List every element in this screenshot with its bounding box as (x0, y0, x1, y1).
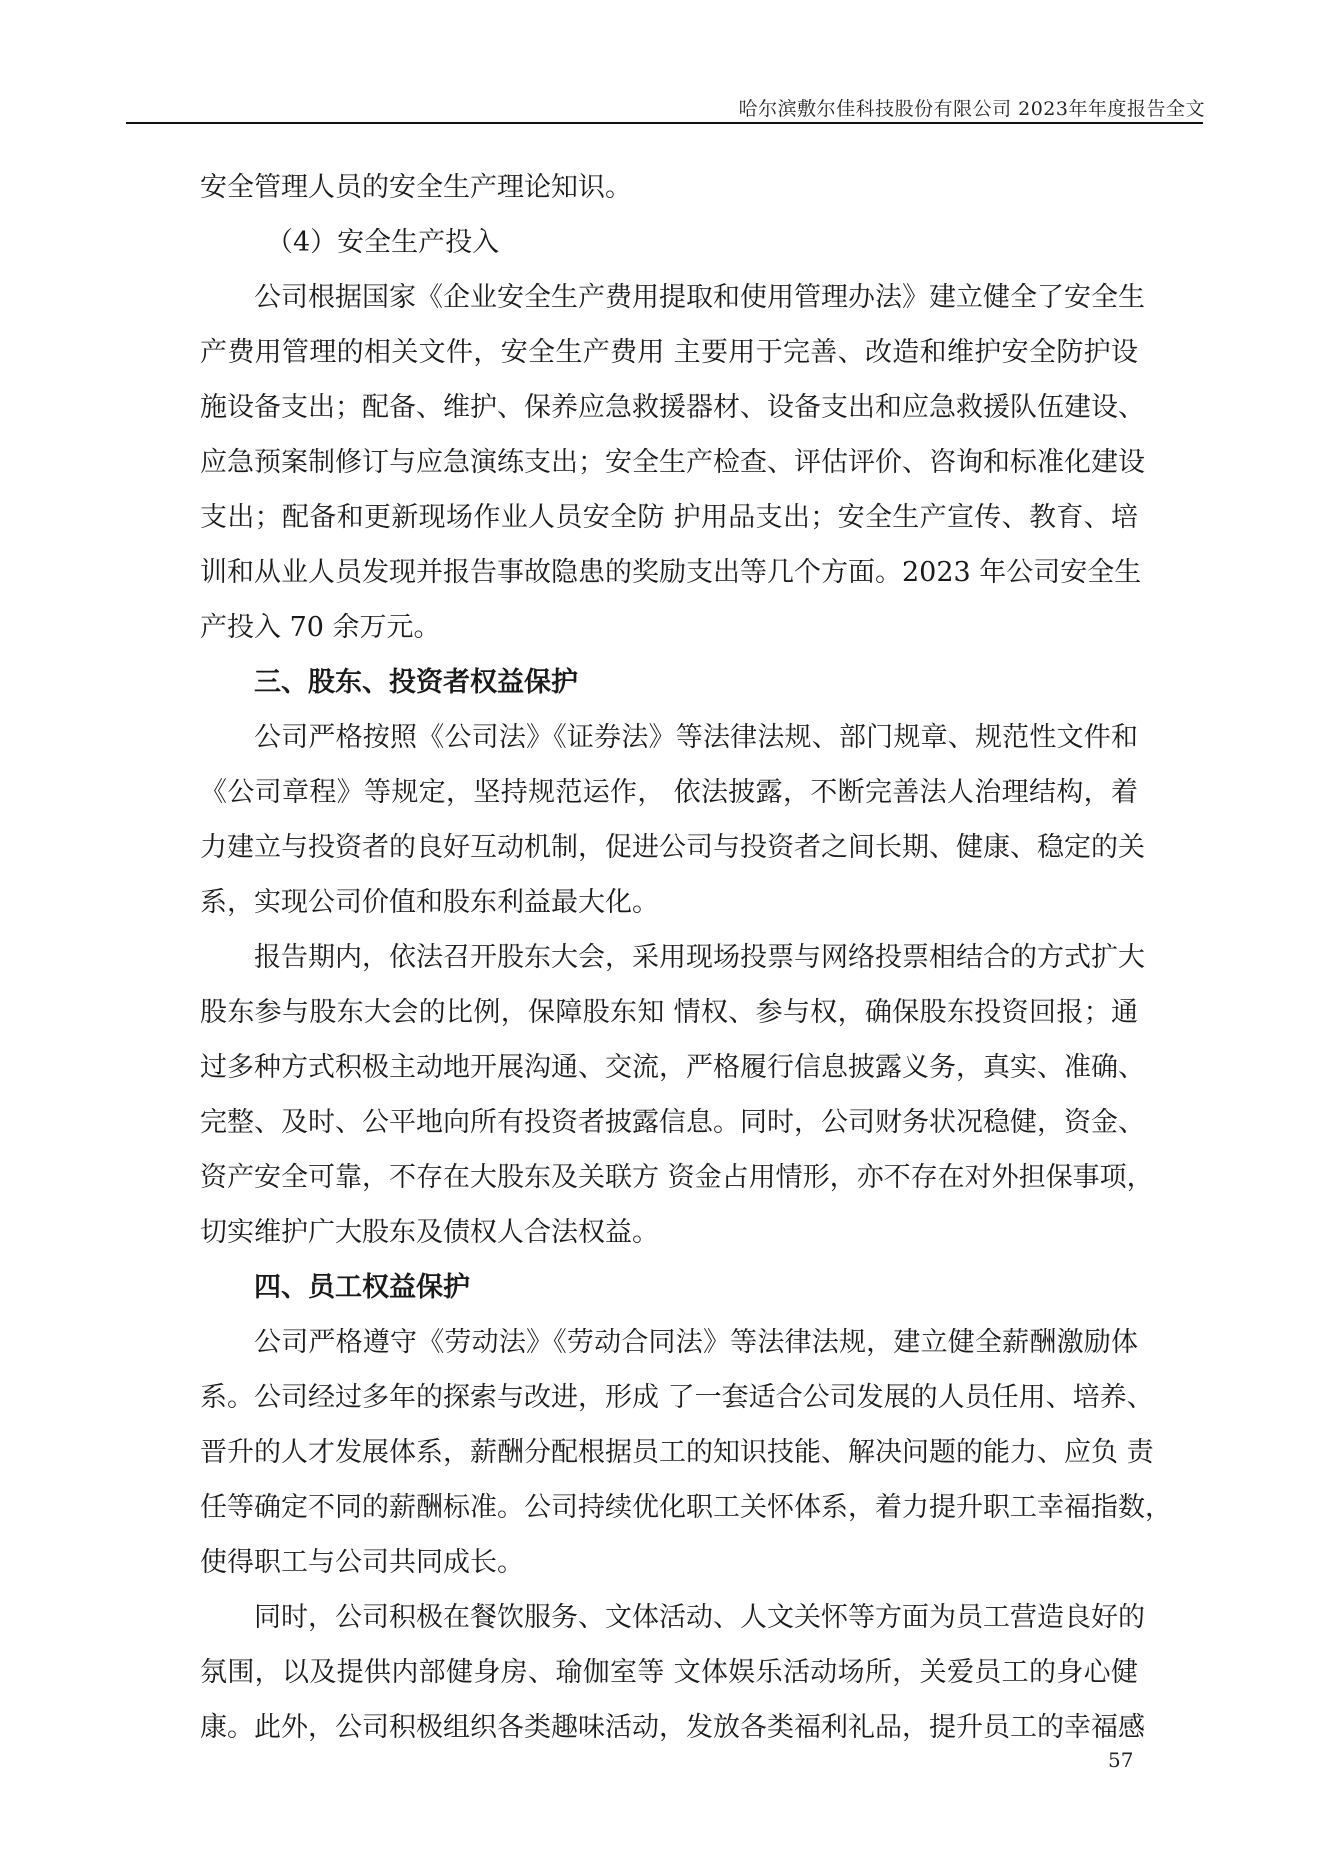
paragraph-line: 安全管理人员的安全生产理论知识。 (200, 172, 632, 203)
running-header: 哈尔滨敷尔佳科技股份有限公司 2023年年度报告全文 (738, 98, 1205, 120)
paragraph-line: 支出；配备和更新现场作业人员安全防 护用品支出；安全生产宣传、教育、培 (200, 502, 1138, 533)
page-number: 57 (1108, 1748, 1134, 1772)
section-heading: 三、股东、投资者权益保护 (254, 667, 578, 698)
paragraph-line: 同时，公司积极在餐饮服务、文体活动、人文关怀等方面为员工营造良好的 (254, 1602, 1145, 1633)
paragraph-line: 公司严格遵守《劳动法》《劳动合同法》等法律法规，建立健全薪酬激励体 (254, 1327, 1138, 1358)
paragraph-line: 完整、及时、公平地向所有投资者披露信息。同时，公司财务状况稳健，资金、 (200, 1107, 1145, 1138)
document-body (200, 160, 1172, 1755)
paragraph-line: 系。公司经过多年的探索与改进，形成 了一套适合公司发展的人员任用、培养、 (200, 1382, 1154, 1413)
paragraph-line: 应急预案制修订与应急演练支出；安全生产检查、评估评价、咨询和标准化建设 (200, 447, 1145, 478)
paragraph-line: 公司根据国家《企业安全生产费用提取和使用管理办法》建立健全了安全生 (254, 282, 1145, 313)
paragraph-line: 产投入 70 余万元。 (200, 612, 441, 643)
paragraph-line: 氛围，以及提供内部健身房、瑜伽室等 文体娱乐活动场所，关爱员工的身心健 (200, 1657, 1138, 1688)
paragraph-line: 任等确定不同的薪酬标准。公司持续优化职工关怀体系，着力提升职工幸福指数， (200, 1492, 1172, 1523)
paragraph-line: 施设备支出；配备、维护、保养应急救援器材、设备支出和应急救援队伍建设、 (200, 392, 1145, 423)
paragraph-line: 切实维护广大股东及债权人合法权益。 (200, 1217, 659, 1248)
paragraph-line: 《公司章程》等规定，坚持规范运作， 依法披露，不断完善法人治理结构，着 (200, 777, 1138, 808)
paragraph-line: 训和从业人员发现并报告事故隐患的奖励支出等几个方面。2023 年公司安全生 (200, 557, 1142, 588)
paragraph-line: 产费用管理的相关文件，安全生产费用 主要用于完善、改造和维护安全防护设 (200, 337, 1138, 368)
section-heading: 四、员工权益保护 (254, 1272, 470, 1303)
paragraph-line: 资产安全可靠，不存在大股东及关联方 资金占用情形，亦不存在对外担保事项， (200, 1162, 1154, 1193)
paragraph-line: 使得职工与公司共同成长。 (200, 1547, 524, 1578)
subsection-heading: （4）安全生产投入 (266, 227, 500, 258)
paragraph-line: 康。此外，公司积极组织各类趣味活动，发放各类福利礼品，提升员工的幸福感 (200, 1712, 1145, 1743)
paragraph-line: 报告期内，依法召开股东大会，采用现场投票与网络投票相结合的方式扩大 (254, 942, 1145, 973)
header-rule (126, 122, 1203, 124)
paragraph-line: 公司严格按照《公司法》《证券法》等法律法规、部门规章、规范性文件和 (254, 722, 1138, 753)
paragraph-line: 晋升的人才发展体系，薪酬分配根据员工的知识技能、解决问题的能力、应负 责 (200, 1437, 1154, 1468)
paragraph-line: 力建立与投资者的良好互动机制，促进公司与投资者之间长期、健康、稳定的关 (200, 832, 1145, 863)
paragraph-line: 系，实现公司价值和股东利益最大化。 (200, 887, 659, 918)
paragraph-line: 股东参与股东大会的比例，保障股东知 情权、参与权，确保股东投资回报；通 (200, 997, 1138, 1028)
paragraph-line: 过多种方式积极主动地开展沟通、交流，严格履行信息披露义务，真实、准确、 (200, 1052, 1145, 1083)
